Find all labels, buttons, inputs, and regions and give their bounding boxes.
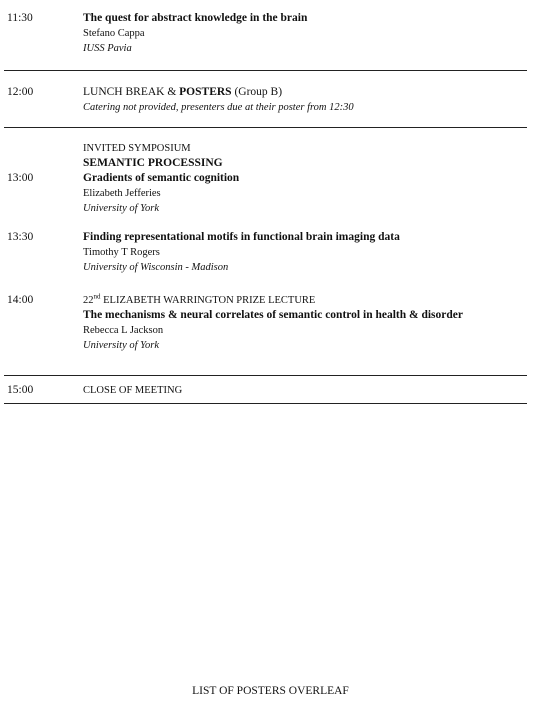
talk-title: Finding representational motifs in functional brain imaging data [83, 231, 400, 243]
divider [4, 403, 527, 404]
prize-number: 22 [83, 295, 94, 306]
speaker-affiliation: University of Wisconsin - Madison [83, 262, 229, 273]
speaker-affiliation: University of York [83, 340, 160, 351]
speaker-affiliation: IUSS Pavia [83, 43, 132, 54]
speaker-name: Stefano Cappa [83, 28, 145, 39]
divider [4, 127, 527, 128]
session-time: 11:30 [7, 12, 33, 24]
talk-title: The quest for abstract knowledge in the brain [83, 12, 308, 24]
symposium-heading [83, 141, 223, 171]
lunch-label: LUNCH BREAK & [83, 86, 180, 98]
session-content [83, 11, 307, 56]
prize-lecture-label [83, 293, 463, 308]
session-note: Catering not provided, presenters due at their poster from 12:30 [83, 102, 354, 113]
symposium-label: INVITED SYMPOSIUM [83, 143, 191, 154]
speaker-name: Timothy T Rogers [83, 247, 160, 258]
divider [4, 375, 527, 376]
session-content [83, 171, 239, 216]
session-content [83, 383, 182, 398]
footer-note: LIST OF POSTERS OVERLEAF [192, 685, 349, 697]
symposium-title: SEMANTIC PROCESSING [83, 157, 223, 169]
talk-title: Gradients of semantic cognition [83, 172, 240, 184]
session-title: CLOSE OF MEETING [83, 385, 183, 396]
session-time: 13:30 [7, 231, 34, 243]
prize-name: ELIZABETH WARRINGTON PRIZE LECTURE [100, 295, 316, 306]
talk-title: The mechanisms & neural correlates of semantic control in health & disorder [83, 309, 463, 321]
session-time: 14:00 [7, 294, 34, 306]
speaker-affiliation: University of York [83, 203, 160, 214]
posters-label: POSTERS [179, 86, 232, 98]
session-time: 12:00 [7, 86, 34, 98]
speaker-name: Rebecca L Jackson [83, 325, 164, 336]
session-content [83, 230, 400, 275]
speaker-name: Elizabeth Jefferies [83, 188, 161, 199]
session-content [83, 85, 354, 115]
poster-group: (Group B) [231, 86, 283, 98]
divider [4, 70, 527, 71]
session-title [83, 85, 354, 100]
session-time: 13:00 [7, 172, 34, 184]
session-content [83, 293, 463, 353]
session-time: 15:00 [7, 384, 34, 396]
prize-ordinal: nd [93, 292, 101, 301]
